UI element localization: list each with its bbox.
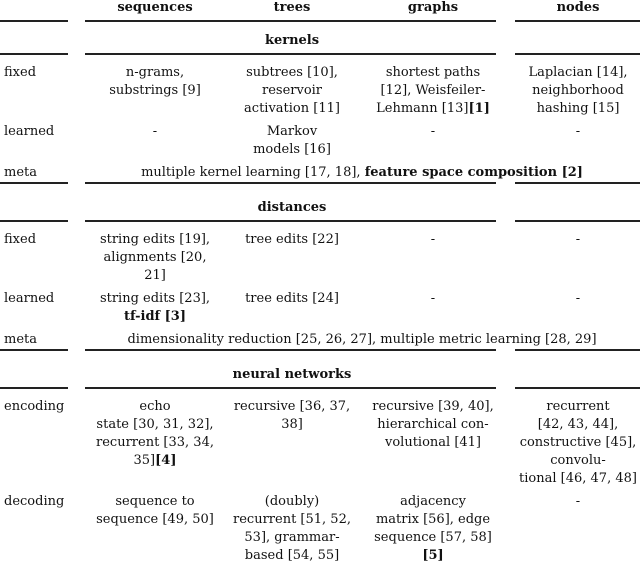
table-cell-line <box>126 64 184 82</box>
text-segment: tree edits [24] <box>245 291 339 306</box>
table-cell-line <box>385 434 481 452</box>
text-segment: (doubly) <box>264 494 320 509</box>
text-segment: activation [11] <box>244 101 340 116</box>
table-cell-line <box>576 123 580 141</box>
table-rule <box>0 349 68 351</box>
row-label-meta: meta <box>4 332 37 347</box>
text-segment: convolu- <box>550 453 606 468</box>
table-cell-line <box>244 100 340 118</box>
table-cell-line <box>100 231 210 249</box>
text-segment: models [16] <box>253 142 331 157</box>
text-segment: Markov <box>266 124 318 139</box>
table-cell-line <box>234 398 350 416</box>
spanning-cell <box>141 164 583 182</box>
text-segment: 21] <box>144 268 166 283</box>
table-cell-line <box>376 100 490 118</box>
table-rule <box>515 53 640 55</box>
text-segment: [12], Weisfeiler- <box>380 83 486 98</box>
table-rule <box>0 20 68 22</box>
table-cell-line <box>538 416 618 434</box>
text-segment: - <box>430 124 436 139</box>
row-label-encoding: encoding <box>4 399 65 414</box>
text-segment: constructive [45], <box>519 435 637 450</box>
table-cell-line <box>281 416 303 434</box>
table-cell-line <box>532 82 624 100</box>
text-segment: - <box>430 232 436 247</box>
table-cell-line <box>431 290 435 308</box>
text-segment: - <box>575 232 581 247</box>
table-rule <box>515 349 640 351</box>
table-cell-line <box>253 141 331 159</box>
table-cell-line <box>374 529 492 547</box>
table-cell-line <box>244 529 339 547</box>
table-cell-line <box>245 547 339 565</box>
text-segment: shortest paths <box>385 65 481 80</box>
table-cell-line <box>124 308 186 326</box>
table-cell-line <box>245 290 339 308</box>
table-cell-line <box>431 231 435 249</box>
table-rule <box>515 220 640 222</box>
text-segment: - <box>152 124 158 139</box>
row-label-fixed: fixed <box>4 232 37 247</box>
text-segment: recurrent [51, 52, <box>233 512 351 527</box>
text-segment: subtrees [10], <box>246 65 338 80</box>
table-cell-line <box>431 123 435 141</box>
table-cell-line <box>96 434 214 452</box>
text-segment: recursive [36, 37, <box>233 399 351 414</box>
row-label-learned: learned <box>4 291 55 306</box>
text-segment: reservoir <box>261 83 323 98</box>
table-cell-line <box>372 398 493 416</box>
table-cell-line <box>96 511 214 529</box>
section-title: neural networks <box>232 367 352 382</box>
column-header-graphs: graphs <box>407 0 459 15</box>
table-rule <box>0 387 68 389</box>
table-cell-line <box>381 82 486 100</box>
text-segment: 38] <box>281 417 303 432</box>
table-cell-line <box>153 123 157 141</box>
text-segment: multiple kernel learning [17, 18], <box>141 165 365 180</box>
spanning-cell <box>127 331 596 349</box>
text-segment: alignments [20, <box>103 250 207 265</box>
table-cell-line <box>246 64 338 82</box>
table-cell-line <box>134 452 177 470</box>
table-cell-line <box>109 82 201 100</box>
text-segment: 35] <box>133 453 156 468</box>
table-cell-line <box>104 249 207 267</box>
text-segment: sequence [57, 58] <box>374 530 492 545</box>
table-cell-line <box>519 470 637 488</box>
citation-bold: feature space composition [2] <box>364 165 583 180</box>
row-label-learned: learned <box>4 124 55 139</box>
table-cell-line <box>576 231 580 249</box>
text-segment: string edits [19], <box>99 232 211 247</box>
table-cell-line <box>400 493 466 511</box>
table-cell-line <box>537 100 620 118</box>
table-cell-line <box>576 493 580 511</box>
table-cell-line <box>376 511 490 529</box>
text-segment: tional [46, 47, 48] <box>519 471 637 486</box>
text-segment: state [30, 31, 32], <box>96 417 214 432</box>
table-cell-line <box>422 547 443 565</box>
row-label-decoding: decoding <box>4 494 65 509</box>
text-segment: recursive [39, 40], <box>372 399 494 414</box>
text-segment: volutional [41] <box>384 435 482 450</box>
table-cell-line <box>386 64 480 82</box>
table-cell-line <box>265 493 320 511</box>
text-segment: string edits [23], <box>99 291 211 306</box>
text-segment: hashing [15] <box>536 101 620 116</box>
table-cell-line <box>96 416 213 434</box>
section-title: kernels <box>264 33 320 48</box>
table-cell-line <box>520 434 637 452</box>
table-cell-line <box>377 416 488 434</box>
table-cell-line <box>245 231 339 249</box>
text-segment: n-grams, <box>125 65 185 80</box>
text-segment: tree edits [22] <box>245 232 339 247</box>
text-segment: sequence [49, 50] <box>96 512 214 527</box>
text-segment: sequence to <box>115 494 195 509</box>
table-rule <box>515 387 640 389</box>
text-segment: neighborhood <box>532 83 624 98</box>
text-segment: Lehmann [13] <box>376 101 469 116</box>
table-cell-line <box>144 267 166 285</box>
text-segment: adjacency <box>400 494 466 509</box>
text-segment: based [54, 55] <box>244 548 340 563</box>
table-cell-line <box>115 493 194 511</box>
table-rule <box>0 53 68 55</box>
table-cell-line <box>546 398 609 416</box>
table-rule <box>515 20 640 22</box>
text-segment: matrix [56], edge <box>375 512 491 527</box>
table-rule <box>85 53 496 55</box>
text-segment: - <box>575 291 581 306</box>
table-cell-line <box>267 123 317 141</box>
table-rule <box>85 387 496 389</box>
table-cell-line <box>262 82 322 100</box>
table-rule <box>85 20 496 22</box>
text-segment: [42, 43, 44], <box>537 417 619 432</box>
text-segment: echo <box>139 399 171 414</box>
citation-bold: [5] <box>422 548 444 563</box>
text-segment: 53], grammar- <box>244 530 340 545</box>
column-header-trees: trees <box>273 0 311 15</box>
text-segment: recurrent [33, 34, <box>96 435 214 450</box>
citation-bold: [1] <box>468 101 490 116</box>
table-cell-line <box>528 64 627 82</box>
table-rule <box>515 182 640 184</box>
text-segment: - <box>575 124 581 139</box>
column-header-sequences: sequences <box>117 0 193 15</box>
text-segment: Laplacian [14], <box>528 65 628 80</box>
row-label-meta: meta <box>4 165 37 180</box>
text-segment: hierarchical con- <box>377 417 489 432</box>
table-cell-line <box>100 290 210 308</box>
table-cell-line <box>139 398 170 416</box>
text-segment: dimensionality reduction [25, 26, 27], multiple metric learning [28, 29] <box>127 332 597 347</box>
citation-bold: [4] <box>155 453 177 468</box>
row-label-fixed: fixed <box>4 65 37 80</box>
table-rule <box>0 220 68 222</box>
section-title: distances <box>257 200 327 215</box>
table-rule <box>0 182 68 184</box>
table-rule <box>85 349 496 351</box>
table-cell-line <box>576 290 580 308</box>
table-rule <box>85 220 496 222</box>
text-segment: recurrent <box>546 399 610 414</box>
text-segment: substrings [9] <box>109 83 201 98</box>
citation-bold: tf-idf [3] <box>123 309 187 324</box>
column-header-nodes: nodes <box>556 0 600 15</box>
table-cell-line <box>233 511 351 529</box>
text-segment: - <box>430 291 436 306</box>
table-cell-line <box>550 452 606 470</box>
text-segment: - <box>575 494 581 509</box>
table-rule <box>85 182 496 184</box>
